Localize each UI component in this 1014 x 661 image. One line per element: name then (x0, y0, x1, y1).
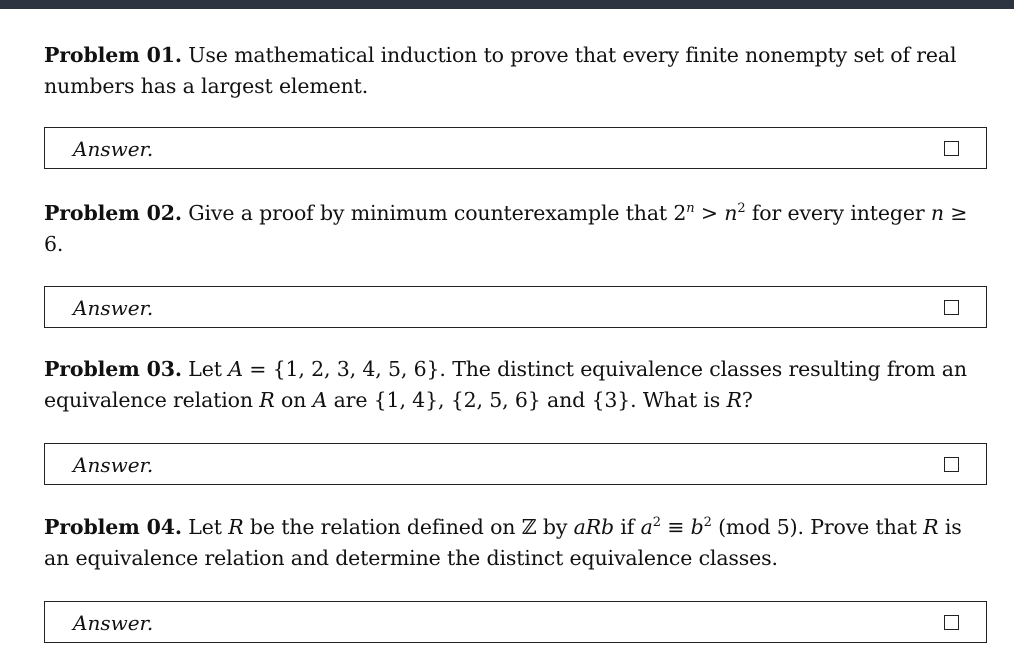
problem-text: (mod 5). Prove that (718, 515, 917, 539)
math-variable: n (930, 201, 944, 225)
math-set: = {1, 2, 3, 4, 5, 6}. (249, 357, 446, 381)
math-variable: n (724, 201, 738, 225)
answer-box-02[interactable] (44, 286, 987, 328)
problem-text: The distinct equivalence classes resulting from an equivalence relation (44, 357, 967, 412)
problem-label: Problem 02. (44, 201, 182, 225)
math-exponent: 2 (652, 515, 661, 530)
problem-04 (44, 512, 989, 574)
math-variable: R (228, 515, 244, 539)
math-variable: a (640, 515, 653, 539)
qed-square-icon (944, 300, 959, 315)
math-operator: ≡ (667, 515, 685, 539)
problem-text: ? (741, 388, 753, 412)
math-exponent: n (686, 201, 695, 216)
problem-03 (44, 354, 989, 416)
math-variable: A (312, 388, 328, 412)
answer-label: Answer. (73, 296, 154, 320)
problem-text: Let (188, 357, 222, 381)
problem-text: Use mathematical induction to prove that every finite nonempty set of real numbers has a largest element. (44, 43, 957, 98)
answer-label: Answer. (73, 611, 154, 635)
math-operator: > (700, 201, 718, 225)
answer-box-01[interactable] (44, 127, 987, 169)
answer-box-04[interactable] (44, 601, 987, 643)
problem-text: for every integer (751, 201, 925, 225)
answer-label: Answer. (73, 453, 154, 477)
math-base: 2 (673, 201, 687, 225)
qed-square-icon (944, 457, 959, 472)
problem-text: Give a proof by minimum counterexample that (188, 201, 667, 225)
math-exponent: 2 (703, 515, 712, 530)
qed-square-icon (944, 615, 959, 630)
math-variable: b (690, 515, 704, 539)
problem-text: be the relation defined on ℤ by (249, 515, 568, 539)
math-variable: R (923, 515, 939, 539)
problem-label: Problem 03. (44, 357, 182, 381)
math-variable: R (726, 388, 742, 412)
qed-square-icon (944, 141, 959, 156)
math-operator: ≥ (950, 201, 968, 225)
math-exponent: 2 (737, 201, 746, 216)
problem-text: if (620, 515, 635, 539)
answer-box-03[interactable] (44, 443, 987, 485)
math-variable: A (228, 357, 243, 381)
problem-text: Let (188, 515, 222, 539)
problem-label: Problem 04. (44, 515, 182, 539)
answer-label: Answer. (73, 137, 154, 161)
math-variable: R (259, 388, 275, 412)
math-expression: aRb (573, 515, 614, 539)
top-bar (0, 0, 1014, 9)
problem-text: is an equivalence relation and determine the distinct equivalence classes. (44, 515, 962, 570)
problem-text: are {1, 4}, {2, 5, 6} and {3}. What is (333, 388, 721, 412)
problem-label: Problem 01. (44, 43, 182, 67)
problem-02 (44, 198, 989, 260)
problem-01 (44, 40, 989, 102)
math-value: 6. (44, 232, 64, 256)
problem-text: on (280, 388, 307, 412)
